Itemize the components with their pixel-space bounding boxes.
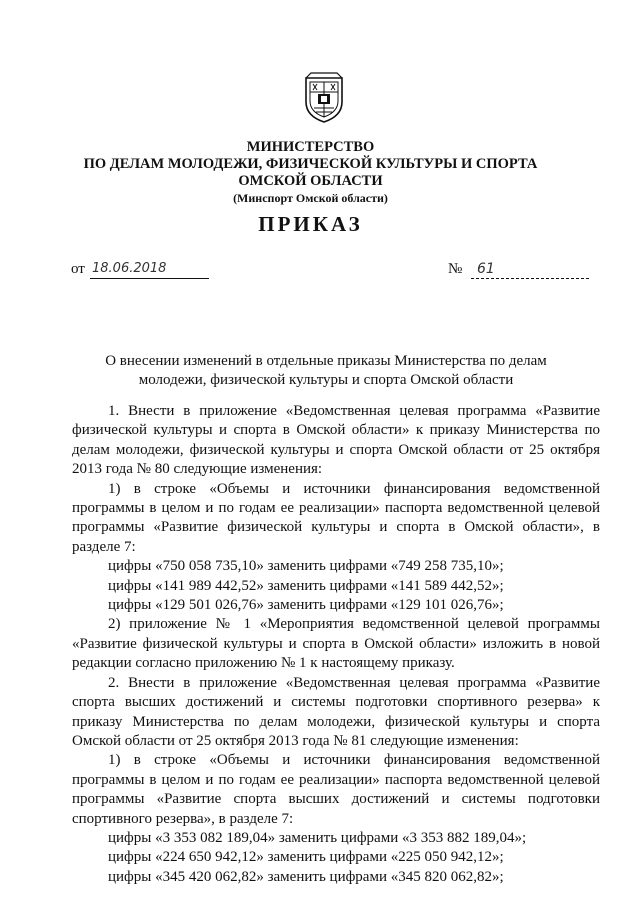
replacement-line: цифры «345 420 062,82» заменить цифрами «345 820 062,82»;	[108, 868, 504, 885]
replacement-line: цифры «141 989 442,52» заменить цифрами «141 589 442,52»;	[108, 577, 504, 594]
replacement-line: цифры «129 501 026,76» заменить цифрами «129 101 026,76»;	[108, 597, 504, 614]
replacement-line: цифры «750 058 735,10» заменить цифрами «749 258 735,10»;	[108, 558, 504, 575]
replacement-line: цифры «224 650 942,12» заменить цифрами «225 050 942,12»;	[108, 849, 504, 866]
ministry-name-line3: ОМСКОЙ ОБЛАСТИ	[238, 173, 383, 189]
ministry-name-line2: ПО ДЕЛАМ МОЛОДЕЖИ, ФИЗИЧЕСКОЙ КУЛЬТУРЫ И СПОРТА	[83, 156, 538, 172]
document-title: ПРИКАЗ	[258, 212, 363, 236]
number-label: №	[448, 261, 463, 277]
paragraph-2-1: 1) в строке «Объемы и источники финансирования ведомственной программы в целом и по годам ее реализации» паспорта ведомственной целевой программы «Развитие спорта высших достижений и системы подготовки спортивного резерва», в разделе 7:	[72, 752, 600, 827]
paragraph-1: 1. Внести в приложение «Ведомственная целевая программа «Развитие физической культуры и спорта в Омской области» к приказу Министерства по делам молодежи, физической культуры и спорта Омской области от 25 октября 2013 года № 80 следующие изменения:	[72, 403, 600, 478]
ministry-short-name: (Минспорт Омской области)	[233, 191, 388, 205]
date-field: 18.06.2018	[90, 261, 209, 279]
date-label: от	[71, 261, 85, 277]
ministry-name-line1: МИНИСТЕРСТВО	[246, 139, 375, 155]
paragraph-1-2: 2) приложение № 1 «Мероприятия ведомственной целевой программы «Развитие физической культуры и спорта в Омской области» изложить в новой редакции согласно приложению № 1 к настоящему приказу.	[72, 616, 600, 672]
order-subject: О внесении изменений в отдельные приказы Министерства по делам молодежи, физической культуры и спорта Омской области	[105, 353, 547, 388]
order-body	[72, 402, 600, 887]
order-number-field: 61	[471, 261, 589, 279]
omsk-coat-of-arms-emblem	[303, 72, 345, 124]
paragraph-1-1: 1) в строке «Объемы и источники финансирования ведомственной программы в целом и по годам ее реализации» паспорта ведомственной целевой программы «Развитие физической культуры и спорта в Омской области», в разделе 7:	[72, 480, 600, 555]
replacement-line: цифры «3 353 082 189,04» заменить цифрами «3 353 882 189,04»;	[108, 829, 527, 846]
paragraph-2: 2. Внести в приложение «Ведомственная целевая программа «Развитие спорта высших достижений и системы подготовки спортивного резерва» к приказу Министерства по делам молодежи, физической культуры и спорта Омской области от 25 октября 2013 года № 81 следующие изменения:	[72, 674, 600, 749]
